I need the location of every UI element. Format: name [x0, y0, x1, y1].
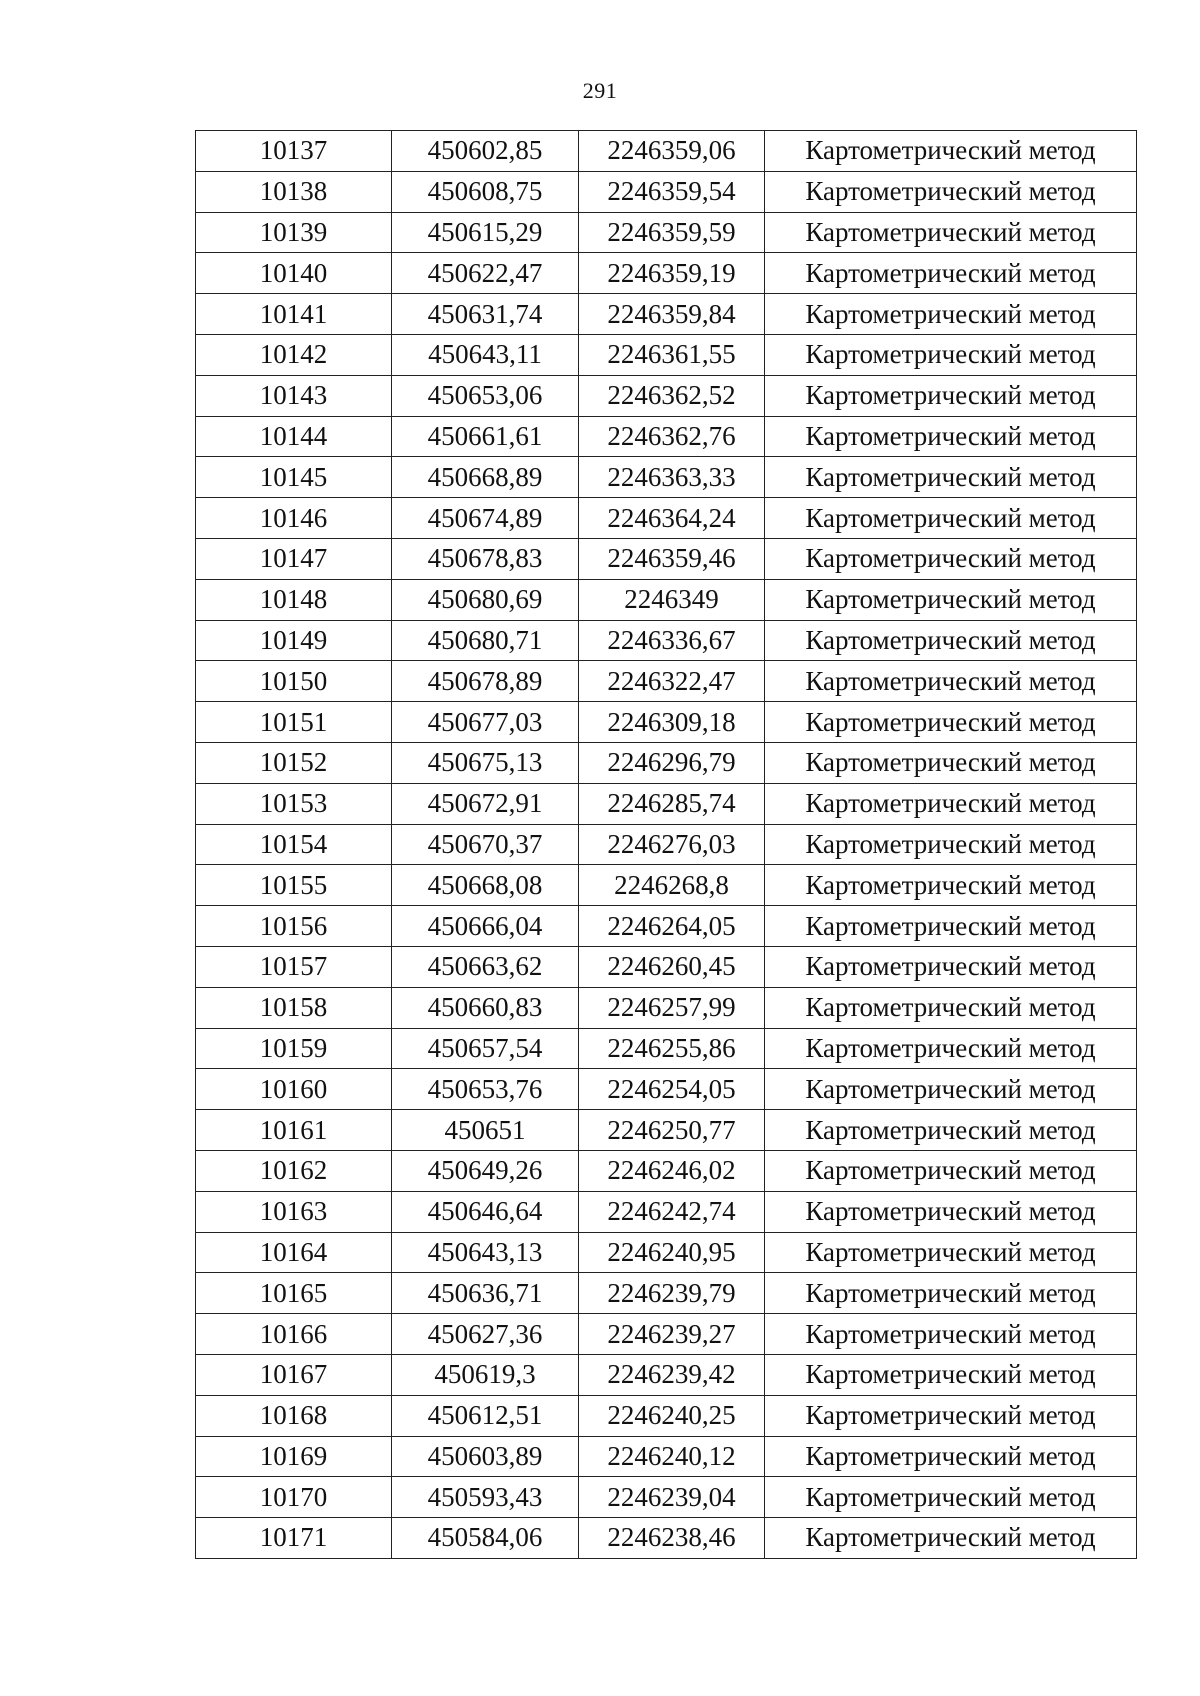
y-coordinate-cell: 2246240,25	[579, 1395, 765, 1436]
point-number-cell: 10158	[196, 987, 392, 1028]
y-coordinate-cell: 2246363,33	[579, 457, 765, 498]
table-row	[196, 1395, 1137, 1436]
table-row	[196, 1069, 1137, 1110]
table-row	[196, 375, 1137, 416]
method-cell: Картометрический метод	[765, 1436, 1137, 1477]
point-number-cell: 10144	[196, 416, 392, 457]
method-cell: Картометрический метод	[765, 1191, 1137, 1232]
point-number-cell: 10148	[196, 579, 392, 620]
method-cell: Картометрический метод	[765, 416, 1137, 457]
table-row	[196, 579, 1137, 620]
table-row	[196, 906, 1137, 947]
x-coordinate-cell: 450661,61	[392, 416, 579, 457]
y-coordinate-cell: 2246268,8	[579, 865, 765, 906]
method-cell: Картометрический метод	[765, 1477, 1137, 1518]
table-row	[196, 824, 1137, 865]
table-row	[196, 416, 1137, 457]
method-cell: Картометрический метод	[765, 1110, 1137, 1151]
method-cell: Картометрический метод	[765, 294, 1137, 335]
x-coordinate-cell: 450602,85	[392, 131, 579, 172]
method-cell: Картометрический метод	[765, 742, 1137, 783]
point-number-cell: 10165	[196, 1273, 392, 1314]
y-coordinate-cell: 2246254,05	[579, 1069, 765, 1110]
table-row	[196, 702, 1137, 743]
x-coordinate-cell: 450663,62	[392, 946, 579, 987]
y-coordinate-cell: 2246359,06	[579, 131, 765, 172]
point-number-cell: 10166	[196, 1314, 392, 1355]
method-cell: Картометрический метод	[765, 1232, 1137, 1273]
point-number-cell: 10142	[196, 334, 392, 375]
point-number-cell: 10155	[196, 865, 392, 906]
table-row	[196, 1436, 1137, 1477]
x-coordinate-cell: 450619,3	[392, 1354, 579, 1395]
method-cell: Картометрический метод	[765, 1028, 1137, 1069]
y-coordinate-cell: 2246364,24	[579, 498, 765, 539]
method-cell: Картометрический метод	[765, 661, 1137, 702]
point-number-cell: 10160	[196, 1069, 392, 1110]
x-coordinate-cell: 450631,74	[392, 294, 579, 335]
table-row	[196, 865, 1137, 906]
x-coordinate-cell: 450612,51	[392, 1395, 579, 1436]
point-number-cell: 10147	[196, 538, 392, 579]
x-coordinate-cell: 450603,89	[392, 1436, 579, 1477]
y-coordinate-cell: 2246362,52	[579, 375, 765, 416]
point-number-cell: 10171	[196, 1518, 392, 1559]
table-row	[196, 253, 1137, 294]
x-coordinate-cell: 450636,71	[392, 1273, 579, 1314]
table-row	[196, 946, 1137, 987]
method-cell: Картометрический метод	[765, 987, 1137, 1028]
method-cell: Картометрический метод	[765, 579, 1137, 620]
point-number-cell: 10164	[196, 1232, 392, 1273]
table-row	[196, 987, 1137, 1028]
point-number-cell: 10170	[196, 1477, 392, 1518]
y-coordinate-cell: 2246239,42	[579, 1354, 765, 1395]
y-coordinate-cell: 2246257,99	[579, 987, 765, 1028]
table-row	[196, 661, 1137, 702]
table-row	[196, 620, 1137, 661]
point-number-cell: 10137	[196, 131, 392, 172]
x-coordinate-cell: 450584,06	[392, 1518, 579, 1559]
y-coordinate-cell: 2246285,74	[579, 783, 765, 824]
table-row	[196, 1232, 1137, 1273]
x-coordinate-cell: 450643,11	[392, 334, 579, 375]
table-row	[196, 1477, 1137, 1518]
point-number-cell: 10167	[196, 1354, 392, 1395]
table-row	[196, 1314, 1137, 1355]
method-cell: Картометрический метод	[765, 1354, 1137, 1395]
table-row	[196, 1150, 1137, 1191]
x-coordinate-cell: 450672,91	[392, 783, 579, 824]
y-coordinate-cell: 2246309,18	[579, 702, 765, 743]
y-coordinate-cell: 2246276,03	[579, 824, 765, 865]
table-row	[196, 294, 1137, 335]
table-row	[196, 783, 1137, 824]
y-coordinate-cell: 2246239,04	[579, 1477, 765, 1518]
y-coordinate-cell: 2246239,27	[579, 1314, 765, 1355]
y-coordinate-cell: 2246322,47	[579, 661, 765, 702]
y-coordinate-cell: 2246361,55	[579, 334, 765, 375]
method-cell: Картометрический метод	[765, 538, 1137, 579]
point-number-cell: 10159	[196, 1028, 392, 1069]
method-cell: Картометрический метод	[765, 865, 1137, 906]
point-number-cell: 10169	[196, 1436, 392, 1477]
point-number-cell: 10141	[196, 294, 392, 335]
method-cell: Картометрический метод	[765, 131, 1137, 172]
x-coordinate-cell: 450657,54	[392, 1028, 579, 1069]
x-coordinate-cell: 450622,47	[392, 253, 579, 294]
y-coordinate-cell: 2246240,12	[579, 1436, 765, 1477]
table-row	[196, 457, 1137, 498]
table-row	[196, 1191, 1137, 1232]
y-coordinate-cell: 2246255,86	[579, 1028, 765, 1069]
method-cell: Картометрический метод	[765, 375, 1137, 416]
y-coordinate-cell: 2246359,84	[579, 294, 765, 335]
method-cell: Картометрический метод	[765, 783, 1137, 824]
method-cell: Картометрический метод	[765, 702, 1137, 743]
table-row	[196, 1354, 1137, 1395]
table-row	[196, 1518, 1137, 1559]
method-cell: Картометрический метод	[765, 946, 1137, 987]
x-coordinate-cell: 450651	[392, 1110, 579, 1151]
page-number: 291	[582, 78, 618, 103]
y-coordinate-cell: 2246359,54	[579, 171, 765, 212]
x-coordinate-cell: 450668,08	[392, 865, 579, 906]
x-coordinate-cell: 450627,36	[392, 1314, 579, 1355]
point-number-cell: 10146	[196, 498, 392, 539]
point-number-cell: 10143	[196, 375, 392, 416]
x-coordinate-cell: 450615,29	[392, 212, 579, 253]
x-coordinate-cell: 450649,26	[392, 1150, 579, 1191]
y-coordinate-cell: 2246240,95	[579, 1232, 765, 1273]
point-number-cell: 10149	[196, 620, 392, 661]
y-coordinate-cell: 2246296,79	[579, 742, 765, 783]
method-cell: Картометрический метод	[765, 824, 1137, 865]
point-number-cell: 10145	[196, 457, 392, 498]
y-coordinate-cell: 2246264,05	[579, 906, 765, 947]
x-coordinate-cell: 450653,76	[392, 1069, 579, 1110]
x-coordinate-cell: 450666,04	[392, 906, 579, 947]
x-coordinate-cell: 450674,89	[392, 498, 579, 539]
method-cell: Картометрический метод	[765, 1395, 1137, 1436]
x-coordinate-cell: 450668,89	[392, 457, 579, 498]
x-coordinate-cell: 450643,13	[392, 1232, 579, 1273]
y-coordinate-cell: 2246239,79	[579, 1273, 765, 1314]
x-coordinate-cell: 450680,69	[392, 579, 579, 620]
table-row	[196, 1110, 1137, 1151]
table-row	[196, 334, 1137, 375]
y-coordinate-cell: 2246238,46	[579, 1518, 765, 1559]
point-number-cell: 10139	[196, 212, 392, 253]
x-coordinate-cell: 450646,64	[392, 1191, 579, 1232]
method-cell: Картометрический метод	[765, 1518, 1137, 1559]
table-row	[196, 742, 1137, 783]
method-cell: Картометрический метод	[765, 1069, 1137, 1110]
x-coordinate-cell: 450660,83	[392, 987, 579, 1028]
method-cell: Картометрический метод	[765, 212, 1137, 253]
y-coordinate-cell: 2246260,45	[579, 946, 765, 987]
y-coordinate-cell: 2246359,59	[579, 212, 765, 253]
method-cell: Картометрический метод	[765, 1273, 1137, 1314]
y-coordinate-cell: 2246359,19	[579, 253, 765, 294]
point-number-cell: 10153	[196, 783, 392, 824]
table-row	[196, 171, 1137, 212]
x-coordinate-cell: 450680,71	[392, 620, 579, 661]
y-coordinate-cell: 2246250,77	[579, 1110, 765, 1151]
point-number-cell: 10157	[196, 946, 392, 987]
method-cell: Картометрический метод	[765, 171, 1137, 212]
table-row	[196, 212, 1137, 253]
y-coordinate-cell: 2246242,74	[579, 1191, 765, 1232]
table-row	[196, 1273, 1137, 1314]
table-row	[196, 498, 1137, 539]
x-coordinate-cell: 450608,75	[392, 171, 579, 212]
y-coordinate-cell: 2246336,67	[579, 620, 765, 661]
y-coordinate-cell: 2246362,76	[579, 416, 765, 457]
y-coordinate-cell: 2246349	[579, 579, 765, 620]
table-row	[196, 538, 1137, 579]
method-cell: Картометрический метод	[765, 906, 1137, 947]
coordinates-table-body	[196, 131, 1137, 1559]
y-coordinate-cell: 2246246,02	[579, 1150, 765, 1191]
x-coordinate-cell: 450677,03	[392, 702, 579, 743]
coordinates-table	[195, 130, 1137, 1559]
method-cell: Картометрический метод	[765, 457, 1137, 498]
x-coordinate-cell: 450678,83	[392, 538, 579, 579]
method-cell: Картометрический метод	[765, 1150, 1137, 1191]
x-coordinate-cell: 450678,89	[392, 661, 579, 702]
point-number-cell: 10138	[196, 171, 392, 212]
x-coordinate-cell: 450593,43	[392, 1477, 579, 1518]
point-number-cell: 10140	[196, 253, 392, 294]
point-number-cell: 10154	[196, 824, 392, 865]
point-number-cell: 10150	[196, 661, 392, 702]
point-number-cell: 10161	[196, 1110, 392, 1151]
method-cell: Картометрический метод	[765, 253, 1137, 294]
table-row	[196, 1028, 1137, 1069]
y-coordinate-cell: 2246359,46	[579, 538, 765, 579]
method-cell: Картометрический метод	[765, 498, 1137, 539]
x-coordinate-cell: 450653,06	[392, 375, 579, 416]
table-row	[196, 131, 1137, 172]
x-coordinate-cell: 450670,37	[392, 824, 579, 865]
point-number-cell: 10156	[196, 906, 392, 947]
point-number-cell: 10168	[196, 1395, 392, 1436]
point-number-cell: 10152	[196, 742, 392, 783]
x-coordinate-cell: 450675,13	[392, 742, 579, 783]
point-number-cell: 10162	[196, 1150, 392, 1191]
method-cell: Картометрический метод	[765, 334, 1137, 375]
point-number-cell: 10163	[196, 1191, 392, 1232]
method-cell: Картометрический метод	[765, 620, 1137, 661]
point-number-cell: 10151	[196, 702, 392, 743]
method-cell: Картометрический метод	[765, 1314, 1137, 1355]
